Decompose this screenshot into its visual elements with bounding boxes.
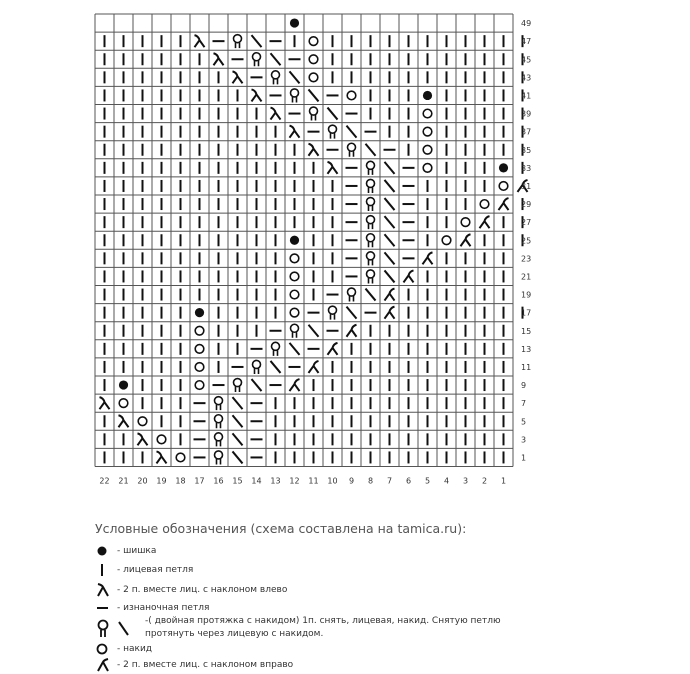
legend-item-bobble — [95, 542, 156, 560]
k2tog-left-symbol — [233, 71, 243, 83]
double-pull-symbol — [272, 71, 280, 85]
double-pull-symbol — [253, 53, 261, 67]
bobble-icon — [95, 542, 117, 560]
yarn-over-symbol — [423, 109, 432, 118]
k2tog-right-symbol — [385, 307, 395, 319]
double-pull-symbol — [348, 143, 356, 157]
double-pull-symbol — [291, 324, 299, 338]
yarn-over-symbol — [499, 182, 508, 191]
legend-text-purl: - изнаночная петля — [117, 603, 210, 613]
double-pull-slash-symbol — [233, 433, 243, 445]
double-pull-slash-symbol — [252, 35, 262, 47]
row-number-label: 45 — [521, 55, 532, 65]
bobble-symbol — [195, 308, 204, 317]
col-number-label: 17 — [194, 476, 205, 486]
k2tog-left-symbol — [290, 126, 300, 138]
row-number-label: 17 — [521, 308, 532, 318]
double-pull-slash-symbol — [385, 180, 395, 192]
col-number-label: 13 — [270, 476, 281, 486]
row-number-label: 43 — [521, 73, 532, 83]
double-pull-symbol — [367, 252, 375, 266]
k2tog-left-symbol — [252, 89, 262, 101]
k2tog-right-symbol — [480, 216, 490, 228]
double-pull-symbol — [215, 433, 223, 447]
double-pull-slash-symbol — [385, 252, 395, 264]
k2tog-left-symbol — [214, 53, 224, 65]
k2tog-right-symbol — [461, 234, 471, 246]
double-pull-symbol — [367, 179, 375, 193]
double-pull-slash-symbol — [271, 361, 281, 373]
k2tog-right-icon — [95, 656, 117, 674]
legend-text-bobble: - шишка — [117, 546, 157, 556]
col-number-label: 21 — [118, 476, 129, 486]
double-pull-slash-symbol — [271, 53, 281, 65]
yarn-over-symbol — [309, 37, 318, 46]
double-pull-slash-symbol — [385, 216, 395, 228]
double-pull-symbol — [215, 451, 223, 465]
yarn-over-symbol — [290, 254, 299, 263]
yarn-over-symbol — [195, 381, 204, 390]
k2tog-right-symbol — [290, 379, 300, 391]
double-pull-slash-symbol — [347, 307, 357, 319]
row-number-label: 19 — [521, 290, 532, 300]
double-pull-symbol — [329, 306, 337, 320]
double-pull-symbol — [367, 270, 375, 284]
double-pull-slash-symbol — [233, 451, 243, 463]
k2tog-left-symbol — [271, 108, 281, 120]
k2tog-right-symbol — [385, 289, 395, 301]
yarn-over-symbol — [423, 145, 432, 154]
row-number-label: 9 — [521, 381, 527, 391]
row-number-label: 1 — [521, 453, 527, 463]
row-number-label: 27 — [521, 218, 532, 228]
yarn-over-symbol — [176, 453, 185, 462]
legend-text-k2tog-left: - 2 п. вместе лиц. с наклоном влево — [117, 585, 288, 595]
row-number-label: 39 — [521, 109, 532, 119]
bobble-symbol — [423, 91, 432, 100]
row-number-label: 41 — [521, 91, 532, 101]
legend-item-k2tog-right — [95, 656, 293, 674]
double-pull-symbol — [234, 35, 242, 49]
double-pull-symbol — [367, 161, 375, 175]
legend-text-double-pull-line2: протянуть через лицевую с накидом. — [145, 629, 324, 639]
double-pull-slash-symbol — [385, 270, 395, 282]
double-pull-symbol — [215, 415, 223, 429]
row-number-label: 35 — [521, 145, 532, 155]
yarn-over-symbol — [461, 218, 470, 227]
yarn-over-symbol — [309, 73, 318, 82]
yarn-over-symbol — [309, 55, 318, 64]
k2tog-left-symbol — [138, 433, 148, 445]
double-pull-slash-symbol — [366, 144, 376, 156]
k2tog-left-symbol — [100, 397, 110, 409]
yarn-over-symbol — [442, 236, 451, 245]
col-number-label: 12 — [289, 476, 300, 486]
col-number-label: 4 — [443, 476, 450, 486]
yarn-over-symbol — [480, 200, 489, 209]
row-number-label: 25 — [521, 236, 532, 246]
yarn-over-symbol — [157, 435, 166, 444]
col-number-label: 10 — [327, 476, 338, 486]
double-pull-slash-symbol — [309, 89, 319, 101]
row-number-label: 31 — [521, 181, 532, 191]
bobble-symbol — [499, 163, 508, 172]
legend-text-yarn-over: - накид — [117, 644, 153, 654]
yarn-over-symbol — [119, 399, 128, 408]
legend-item-k2tog-left — [95, 581, 287, 599]
col-number-label: 3 — [462, 476, 469, 486]
k2tog-left-symbol — [157, 451, 167, 463]
double-pull-slash-symbol — [385, 234, 395, 246]
yarn-over-symbol — [290, 308, 299, 317]
legend-text-double-pull — [145, 615, 501, 641]
knit-stitch-icon — [95, 561, 117, 579]
bobble-symbol — [290, 236, 299, 245]
k2tog-right-symbol — [347, 325, 357, 337]
col-number-label: 14 — [251, 476, 262, 486]
double-pull-symbol — [367, 234, 375, 248]
col-number-label: 8 — [367, 476, 374, 486]
k2tog-right-symbol — [404, 270, 414, 282]
double-pull-slash-symbol — [347, 126, 357, 138]
k2tog-left-symbol — [119, 415, 129, 427]
double-pull-slash-symbol — [328, 108, 338, 120]
double-pull-slash-symbol — [309, 325, 319, 337]
double-pull-slash-symbol — [252, 379, 262, 391]
double-pull-slash-symbol — [385, 198, 395, 210]
double-pull-symbol — [367, 198, 375, 212]
col-number-label: 15 — [232, 476, 243, 486]
yarn-over-symbol — [290, 290, 299, 299]
double-pull-slash-symbol — [233, 397, 243, 409]
double-pull-slash-symbol — [233, 415, 243, 427]
row-number-label: 37 — [521, 127, 532, 137]
row-number-label: 47 — [521, 37, 532, 47]
row-number-label: 15 — [521, 326, 532, 336]
yarn-over-symbol — [195, 345, 204, 354]
yarn-over-symbol — [195, 363, 204, 372]
legend-text-knit: - лицевая петля — [117, 565, 194, 575]
col-number-label: 6 — [405, 476, 412, 486]
double-pull-slash-symbol — [290, 343, 300, 355]
k2tog-left-icon — [95, 581, 117, 599]
row-number-label: 11 — [521, 362, 532, 372]
yarn-over-symbol — [423, 127, 432, 136]
col-number-label: 18 — [175, 476, 186, 486]
legend-item-knit — [95, 561, 193, 579]
double-pull-symbol — [367, 216, 375, 230]
yarn-over-symbol — [138, 417, 147, 426]
double-pull-symbol — [215, 397, 223, 411]
yarn-over-symbol — [423, 164, 432, 173]
double-pull-slash-symbol — [366, 289, 376, 301]
double-pull-symbol — [253, 360, 261, 374]
row-number-label: 13 — [521, 344, 532, 354]
double-pull-symbol — [234, 379, 242, 393]
k2tog-right-symbol — [328, 343, 338, 355]
k2tog-left-symbol — [309, 144, 319, 156]
col-number-label: 1 — [500, 476, 507, 486]
k2tog-left-symbol — [328, 162, 338, 174]
row-number-label: 7 — [521, 399, 527, 409]
k2tog-right-symbol — [423, 252, 433, 264]
col-number-label: 9 — [348, 476, 355, 486]
col-number-label: 11 — [308, 476, 319, 486]
col-number-label: 19 — [156, 476, 167, 486]
col-number-label: 16 — [213, 476, 224, 486]
legend-text-k2tog-right: - 2 п. вместе лиц. с наклоном вправо — [117, 660, 294, 670]
double-pull-symbol — [272, 342, 280, 356]
row-number-label: 5 — [521, 417, 527, 427]
k2tog-right-symbol — [309, 361, 319, 373]
bobble-symbol — [290, 18, 299, 27]
k2tog-left-symbol — [195, 35, 205, 47]
legend-text-double-pull-line1: -( двойная протяжка с накидом) 1п. снять, лицевая, накид. Снятую петлю — [145, 616, 501, 626]
yarn-over-symbol — [347, 91, 356, 100]
row-number-label: 29 — [521, 200, 532, 210]
col-number-label: 7 — [386, 476, 393, 486]
double-pull-symbol — [310, 107, 318, 121]
legend-item-double-pull — [95, 614, 501, 642]
col-number-label: 5 — [424, 476, 431, 486]
col-number-label: 22 — [99, 476, 110, 486]
row-number-label: 23 — [521, 254, 532, 264]
double-pull-slash-symbol — [290, 71, 300, 83]
row-number-label: 3 — [521, 435, 527, 445]
row-number-label: 33 — [521, 163, 532, 173]
yarn-over-symbol — [195, 326, 204, 335]
double-pull-symbol — [348, 288, 356, 302]
row-number-label: 49 — [521, 19, 532, 29]
double-pull-slash-symbol — [385, 162, 395, 174]
k2tog-right-symbol — [499, 198, 509, 210]
legend-title: Условные обозначения (схема составлена на tamica.ru): — [95, 521, 467, 536]
yarn-over-symbol — [290, 272, 299, 281]
col-number-label: 2 — [481, 476, 488, 486]
bobble-symbol — [119, 380, 128, 389]
row-number-label: 21 — [521, 272, 532, 282]
col-number-label: 20 — [137, 476, 148, 486]
double-pull-symbol — [291, 89, 299, 103]
double-pull-icon — [95, 619, 145, 637]
double-pull-symbol — [329, 125, 337, 139]
